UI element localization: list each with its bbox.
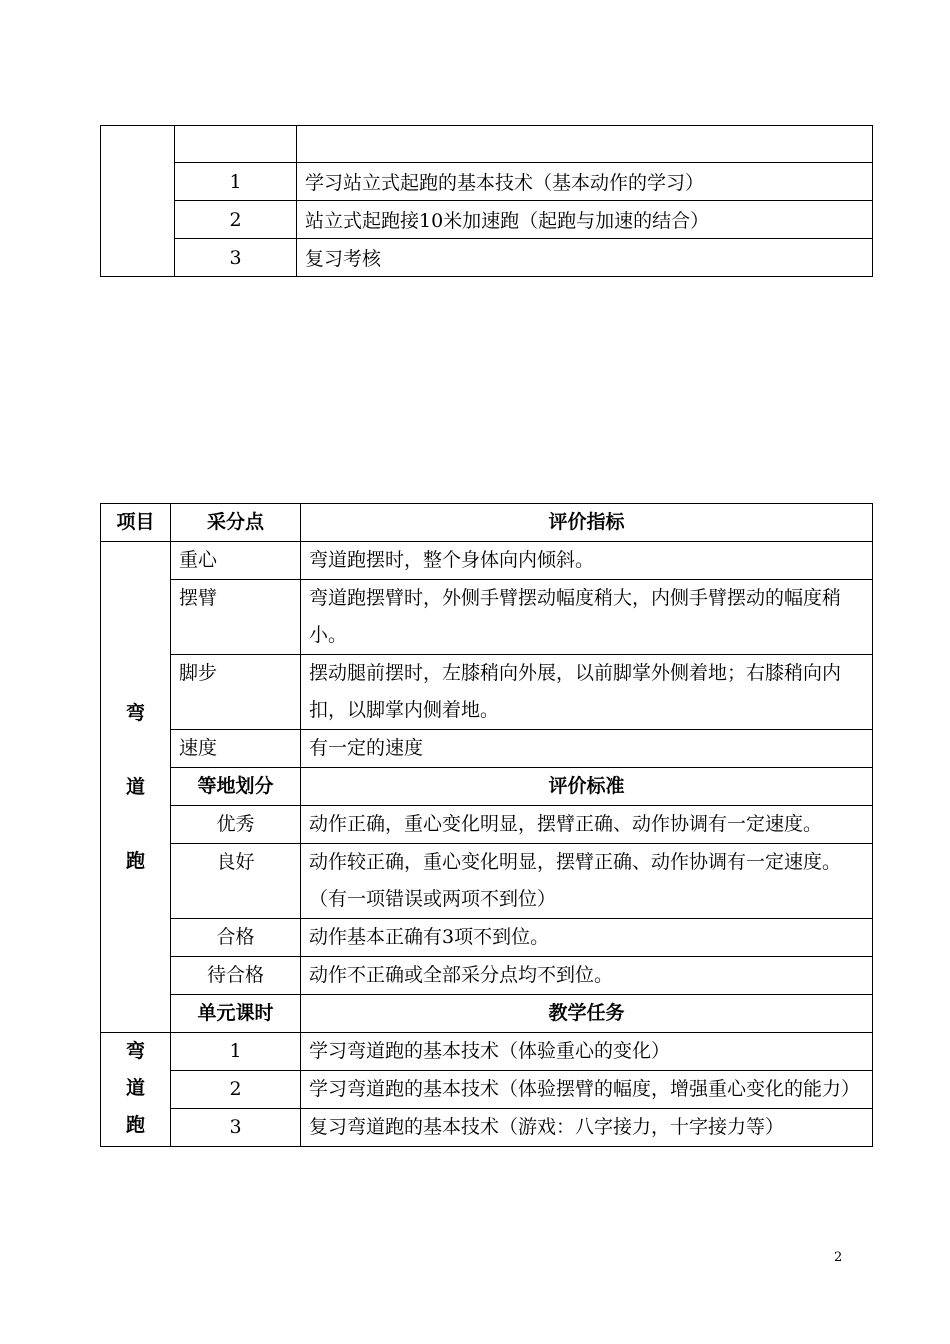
- table-row: [101, 163, 873, 201]
- header-standard: 评价标准: [301, 768, 873, 806]
- unit-header-row: [101, 995, 873, 1033]
- grade-label: 待合格: [171, 957, 301, 995]
- unit-task: 学习弯道跑的基本技术（体验重心的变化）: [301, 1033, 873, 1071]
- unit-project-label: [101, 1033, 171, 1147]
- grade-label: 优秀: [171, 806, 301, 844]
- project-char: 弯: [125, 701, 145, 724]
- scoring-point: 速度: [171, 730, 301, 768]
- header-unit-lesson: 单元课时: [171, 995, 301, 1033]
- table-row: [101, 201, 873, 239]
- scoring-indicator: 有一定的速度: [301, 730, 873, 768]
- unit-char: 道: [125, 1077, 145, 1099]
- grade-header-row: [101, 768, 873, 806]
- grade-standard: 动作不正确或全部采分点均不到位。: [301, 957, 873, 995]
- unit-char: 弯: [125, 1040, 145, 1062]
- table-row: [101, 919, 873, 957]
- table-row: [101, 1109, 873, 1147]
- unit-lesson-number: 3: [171, 1109, 301, 1147]
- table-row: [101, 806, 873, 844]
- table-row: [101, 126, 873, 163]
- scoring-indicator: 弯道跑摆时，整个身体向内倾斜。: [301, 542, 873, 580]
- header-grade: 等地划分: [171, 768, 301, 806]
- table-row: [101, 1033, 873, 1071]
- project-label: [101, 542, 171, 1033]
- project-char: 跑: [125, 849, 145, 872]
- table-row: [101, 239, 873, 277]
- lesson-number: 1: [175, 163, 297, 201]
- table-row: [101, 730, 873, 768]
- lesson-task: [297, 126, 873, 163]
- table-row: [101, 957, 873, 995]
- lesson-task: 站立式起跑接10米加速跑（起跑与加速的结合）: [297, 201, 873, 239]
- lesson-task: 学习站立式起跑的基本技术（基本动作的学习）: [297, 163, 873, 201]
- header-indicator: 评价指标: [301, 504, 873, 542]
- unit-task: 学习弯道跑的基本技术（体验摆臂的幅度，增强重心变化的能力）: [301, 1071, 873, 1109]
- grade-standard: 动作基本正确有3项不到位。: [301, 919, 873, 957]
- lesson-number: [175, 126, 297, 163]
- lesson-task: 复习考核: [297, 239, 873, 277]
- grade-label: 良好: [171, 844, 301, 919]
- unit-char: 跑: [125, 1114, 145, 1136]
- table-row: [101, 655, 873, 730]
- grade-standard: 动作较正确，重心变化明显，摆臂正确、动作协调有一定速度。（有一项错误或两项不到位）: [301, 844, 873, 919]
- scoring-point: 摆臂: [171, 580, 301, 655]
- table-row: [101, 542, 873, 580]
- table-row: [101, 844, 873, 919]
- table-row: [101, 580, 873, 655]
- header-scoring-points: 采分点: [171, 504, 301, 542]
- header-row: [101, 504, 873, 542]
- project-char: 道: [125, 775, 145, 798]
- evaluation-table: [100, 503, 873, 1147]
- grade-label: 合格: [171, 919, 301, 957]
- scoring-indicator: 摆动腿前摆时，左膝稍向外展，以前脚掌外侧着地；右膝稍向内扣，以脚掌内侧着地。: [301, 655, 873, 730]
- unit-task: 复习弯道跑的基本技术（游戏：八字接力，十字接力等）: [301, 1109, 873, 1147]
- scoring-indicator: 弯道跑摆臂时，外侧手臂摆动幅度稍大，内侧手臂摆动的幅度稍小。: [301, 580, 873, 655]
- table-row: [101, 1071, 873, 1109]
- lesson-number: 3: [175, 239, 297, 277]
- page-number: 2: [834, 1250, 843, 1265]
- scoring-point: 脚步: [171, 655, 301, 730]
- unit-lesson-number: 2: [171, 1071, 301, 1109]
- grade-standard: 动作正确，重心变化明显，摆臂正确、动作协调有一定速度。: [301, 806, 873, 844]
- header-project: 项目: [101, 504, 171, 542]
- header-teaching-task: 教学任务: [301, 995, 873, 1033]
- scoring-point: 重心: [171, 542, 301, 580]
- unit-lesson-number: 1: [171, 1033, 301, 1071]
- project-cell: [101, 126, 175, 277]
- lesson-table-top: [100, 125, 873, 277]
- lesson-number: 2: [175, 201, 297, 239]
